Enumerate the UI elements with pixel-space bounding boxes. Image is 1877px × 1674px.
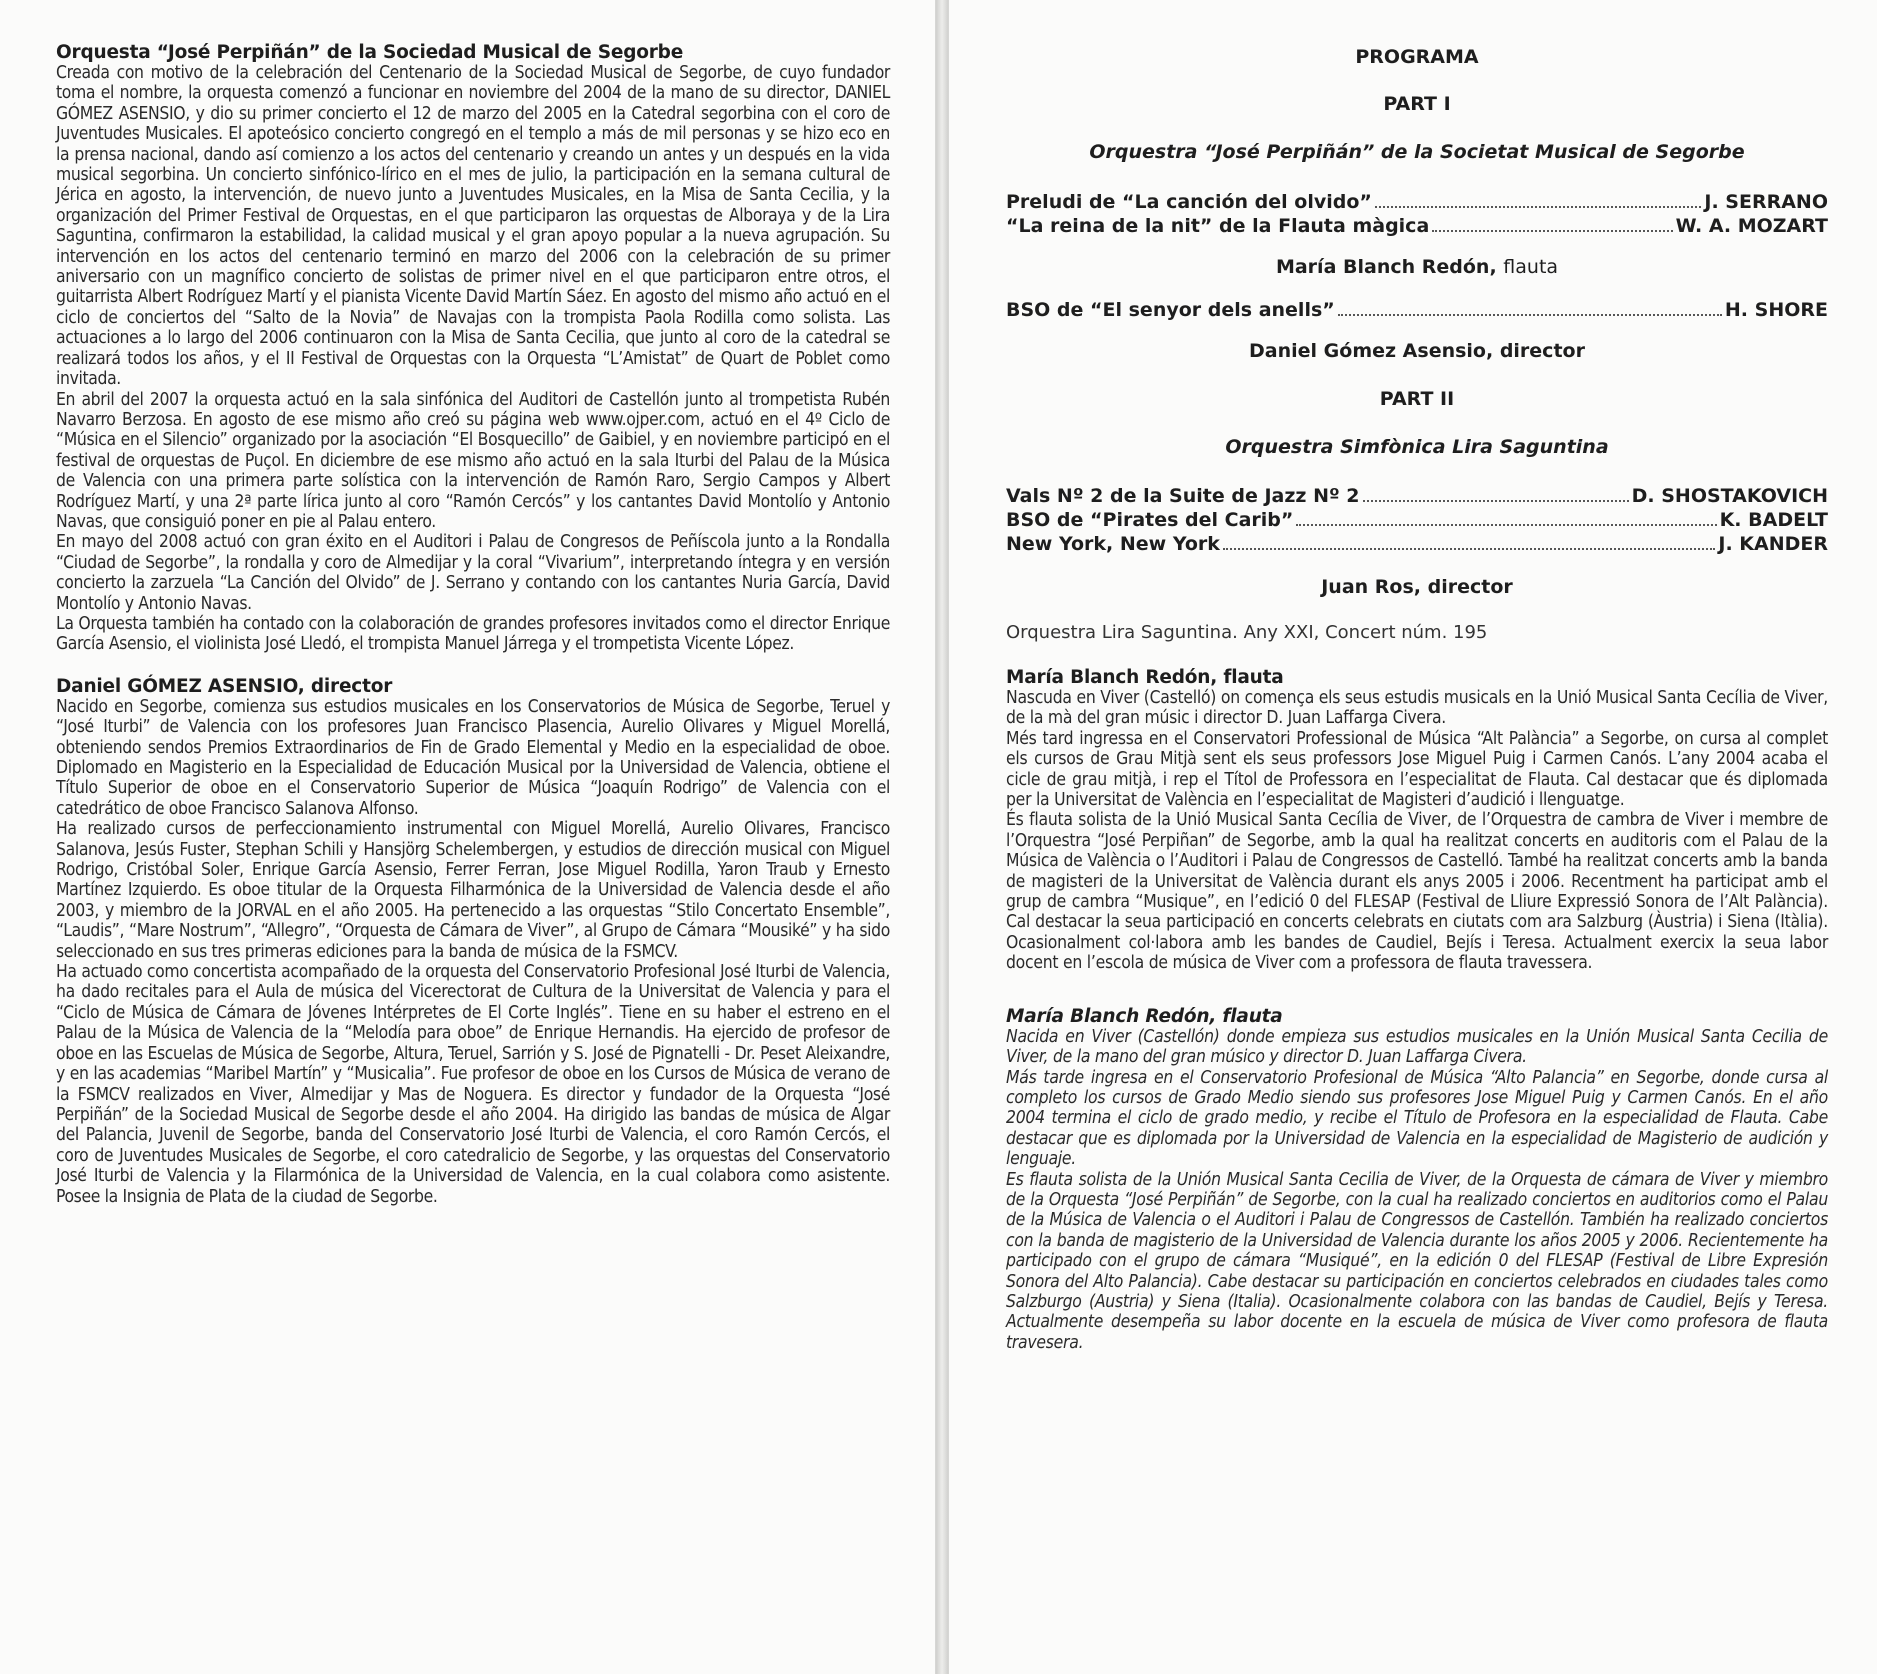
part1-works-b <box>1006 298 1828 322</box>
work-title: New York, New York <box>1006 533 1220 555</box>
bio-es-heading: María Blanch Redón, flauta <box>1006 1005 1283 1027</box>
leader-dots <box>1432 230 1672 232</box>
director-paragraph: Ha realizado cursos de perfeccionamiento instrumental con Miguel Morellá, Aurelio Olivares, Francisco Salanova, Jesús Fuster, Stephan Schili y Hansjörg Schelembergen, y estudios de dirección musical con Miguel Rodrigo, Cristóbal Soler, Enrique García Asensio, Ferrer Ferran, Jose Miguel Rodilla, Yaron Traub y Ernesto Martínez Izquierdo. Es oboe titular de la Orquesta Filharmónica de la Universidad de Valencia desde el año 2003, y miembro de la JORVAL en el año 2005. Ha pertenecido a las orquestas “Stilo Concertato Ensemble”, “Laudis”, “Mare Nostrum”, “Allegro”, “Orquesta de Cámara de Viver”, al Grupo de Cámara “Mousiké” y ha sido seleccionado en sus tres primeras ediciones para la banda de música de la FSMCV. <box>56 819 890 962</box>
part1-soloist <box>1006 256 1828 278</box>
bio-val-paragraph: Més tard ingressa en el Conservatori Professional de Música “Alt Palància” a Segorbe, on cursa al complet els cursos de Grau Mitjà sent els seus professors Jose Miguel Puig i Carmen Canós. L’any 2004 acaba el cicle de grau mitjà, i rep el Títol de Professora en l’especialitat de Flauta. Cal destacar que és diplomada per la Universitat de València en l’especialitat de Magisteri d’audició i llenguatge. <box>1006 728 1828 811</box>
bio-val-heading: María Blanch Redón, flauta <box>1006 667 1284 688</box>
work-title: BSO de “Pirates del Carib” <box>1006 509 1294 531</box>
work-composer: K. BADELT <box>1719 509 1828 531</box>
leader-dots <box>1375 206 1702 208</box>
program-item <box>1006 484 1828 508</box>
work-composer: J. KANDER <box>1718 533 1828 555</box>
bio-es-paragraph: Más tarde ingresa en el Conservatorio Profesional de Música “Alto Palancia” en Segorbe, donde cursa al completo los cursos de Grado Medio siendo sus profesores Jose Miguel Puig y Carmen Canós. En el año 2004 termina el ciclo de grado medio, y recibe el Título de Profesora en la especialidad de Flauta. Cabe destacar que es diplomada por la Universidad de Valencia en la especialidad de Magisterio de audición y lenguaje. <box>1006 1067 1828 1170</box>
program-item <box>1006 532 1828 556</box>
work-title: “La reina de la nit” de la Flauta màgica <box>1006 215 1430 237</box>
orchestra-paragraph: Creada con motivo de la celebración del Centenario de la Sociedad Musical de Segorbe, de cuyo fundador toma el nombre, la orquesta comenzó a funcionar en noviembre del 2004 de la mano de su director, DANIEL GÓMEZ ASENSIO, y dio su primer concierto el 12 de marzo del 2005 en la Catedral segorbina con el coro de Juventudes Musicales. El apoteósico concierto congregó en el templo a más de mil personas y se hizo eco en la prensa nacional, dando así comienzo a los actos del centenario y creando un antes y un después en la vida musical segorbina. Un concierto sinfónico-lírico en el mes de julio, la participación en la semana cultural de Jérica en agosto, la intervención, de nuevo junto a Juventudes Musicales, en la Misa de Santa Cecilia, y la organización del Primer Festival de Orquestas, en el que participaron las orquestas de Alboraya y de la Lira Saguntina, confirmaron la estabilidad, la calidad musical y el gran apoyo popular a la nueva agrupación. Su intervención en los actos del centenario terminó en marzo del 2006 con la celebración de su primer aniversario con un magnífico concierto de solistas de primer nivel en el que participaron entre otros, el guitarrista Albert Rodríguez Martí y el pianista Vicente David Martín Sáez. En agosto del mismo año actuó en el ciclo de conciertos del “Salto de la Novia” de Navajas con la trompista Paola Rodilla como solista. Las actuaciones a lo largo del 2006 continuaron con la Misa de Santa Cecilia, que junto al coro de la catedral se realizará todos los años, y el II Festival de Orquestas con la Orquesta “L’Amistat” de Quart de Poblet como invitada. <box>56 63 890 390</box>
orchestra-paragraph: En mayo del 2008 actuó con gran éxito en el Auditori i Palau de Congresos de Peñíscola junto a la Rondalla “Ciudad de Segorbe”, la rondalla y coro de Almedijar y la coral “Vivarium”, interpretando íntegra y en versión concierto la zarzuela “La Canción del Olvido” de J. Serrano y contando con los cantantes Nuria García, David Montolío y Antonio Navas. <box>56 532 890 614</box>
leader-dots <box>1363 500 1629 502</box>
director-paragraph: Nacido en Segorbe, comienza sus estudios musicales en los Conservatorios de Música de Segorbe, Teruel y “José Iturbi” de Valencia con los profesores Juan Francisco Plasencia, Aurelio Olivares y Miguel Morellá, obteniendo sendos Premios Extraordinarios de Fin de Grado Elemental y Medio en la especialidad de oboe. Diplomado en Magisterio en la Especialidad de Educación Musical por la Universidad de Valencia, obtiene el Título Superior de oboe en el Conservatorio Superior de Música “Joaquín Rodrigo” de Valencia con el catedrático de oboe Francisco Salanova Alfonso. <box>56 696 890 819</box>
director-heading: Daniel GÓMEZ ASENSIO, director <box>56 675 393 697</box>
part2-orchestra: Orquestra Simfònica Lira Saguntina <box>1225 436 1609 458</box>
orchestra-paragraph: La Orquesta también ha contado con la colaboración de grandes profesores invitados como el director Enrique García Asensio, el violinista José Lledó, el trompista Manuel Járrega y el trompetista Vicente López. <box>56 613 890 655</box>
bio-val-paragraph: Nascuda en Viver (Castelló) on comença els seus estudis musicals en la Unió Musical Santa Cecília de Viver, de la mà del gran músic i director D. Juan Laffarga Civera. <box>1006 688 1828 729</box>
right-column <box>1006 42 1828 1353</box>
work-title: Preludi de “La canción del olvido” <box>1006 191 1372 213</box>
work-title: Vals Nº 2 de la Suite de Jazz Nº 2 <box>1006 485 1360 507</box>
soloist-role: flauta <box>1503 256 1559 278</box>
part1-label: PART I <box>1383 93 1451 115</box>
right-page <box>948 0 1877 1674</box>
part1-orchestra: Orquestra “José Perpiñán” de la Societat Musical de Segorbe <box>1089 141 1745 163</box>
bio-es-paragraph: Es flauta solista de la Unión Musical Santa Cecilia de Viver, de la Orquesta de cámara de Viver y miembro de la Orquesta “José Perpiñán” de Segorbe, con la cual ha realizado conciertos en auditorios como el Palau de la Música de Valencia o el Auditori i Palau de Congressos de Castellón. También ha realizado conciertos con la banda de magisterio de la Universidad de Valencia durante los años 2005 y 2006. Recientemente ha participado con el grupo de cámara “Musiqué”, en la edición 0 del FLESAP (Festival de Libre Expresión Sonora del Alto Palancia). Cabe destacar su participación en conciertos celebrados en ciudades tales como Salzburgo (Austria) y Siena (Italia). Ocasionalmente colabora con las bandas de Caudiel, Bejís y Teresa. Actualmente desempeña su labor docente en la escuela de música de Viver como profesora de flauta travesera. <box>1006 1169 1828 1353</box>
soloist-name: María Blanch Redón, <box>1275 256 1497 278</box>
orchestra-heading: Orquesta “José Perpiñán” de la Sociedad Musical de Segorbe <box>56 42 684 63</box>
page-fold <box>936 0 948 1674</box>
program-item <box>1006 508 1828 532</box>
work-composer: H. SHORE <box>1724 299 1828 321</box>
orchestra-paragraph: En abril del 2007 la orquesta actuó en la sala sinfónica del Auditori de Castellón junto al trompetista Rubén Navarro Berzosa. En agosto de ese mismo año creó su página web www.ojper.com, actuó en el 4º Ciclo de “Música en el Silencio” organizado por la asociación “El Bosquecillo” de Gaibiel, y en noviembre participó en el festival de orquestas de Puçol. En diciembre de ese mismo año actuó en la sala Iturbi del Palau de la Música de Valencia con una primera parte solística con la intervención de Ramón Raro, Sergio Campos y Albert Rodríguez Martí, y una 2ª parte lírica junto al coro “Ramón Cercós” y los cantantes David Montolío y Antonio Navas, que consiguió poner en pie al Palau entero. <box>56 389 890 532</box>
work-composer: W. A. MOZART <box>1675 215 1828 237</box>
work-title: BSO de “El senyor dels anells” <box>1006 299 1335 321</box>
part2-director: Juan Ros, director <box>1321 576 1513 598</box>
program-item <box>1006 298 1828 322</box>
part1-director: Daniel Gómez Asensio, director <box>1249 340 1585 362</box>
leader-dots <box>1296 524 1716 526</box>
program-item <box>1006 190 1828 214</box>
director-paragraph: Ha actuado como concertista acompañado de la orquesta del Conservatorio Profesional José Iturbi de Valencia, ha dado recitales para el Aula de música del Vicerectorat de Cultura de la Universitat de Valencia y para el “Ciclo de Música de Cámara de Jóvenes Intérpretes de El Corte Inglés”. Tiene en su haber el estreno en el Palau de la Música de Valencia de la “Melodía para oboe” de Enrique Hernandis. Ha ejercido de profesor de oboe en las Escuelas de Música de Segorbe, Altura, Teruel, Sarrión y S. José de Pignatelli - Dr. Peset Aleixandre, y en las academias “Maribel Martín” y “Musicalia”. Fue profesor de oboe en los Cursos de Música de verano de la FSMCV realizados en Viver, Almedijar y Mas de Noguera. Es director y fundador de la Orquesta “José Perpiñán” de la Sociedad Musical de Segorbe desde el año 2004. Ha dirigido las bandas de música de Algar del Palancia, Juvenil de Segorbe, banda del Conservatorio José Iturbi de Valencia, el coro Ramón Cercós, el coro de Juventudes Musicales de Segorbe, el coro catedralicio de Segorbe, y las orquestas del Conservatorio José Iturbi de Valencia y la Filarmónica de la Universidad de Valencia, en la cual colabora como asistente. Posee la Insignia de Plata de la ciudad de Segorbe. <box>56 962 890 1207</box>
part2-works <box>1006 484 1828 556</box>
part1-works-a <box>1006 190 1828 238</box>
programa-title: PROGRAMA <box>1355 46 1479 68</box>
left-column <box>56 42 890 1207</box>
leader-dots <box>1223 548 1715 550</box>
work-composer: J. SERRANO <box>1704 191 1828 213</box>
leader-dots <box>1338 314 1722 316</box>
part2-label: PART II <box>1379 388 1455 410</box>
bio-val-paragraph: És flauta solista de la Unió Musical Santa Cecília de Viver, de l’Orquestra de cambra de Viver i membre de l’Orquestra “José Perpiñan” de Segorbe, amb la qual ha realitzat concerts en auditoris com el Palau de la Música de València o l’Auditori i Palau de Congressos de Castelló. També ha realitzat concerts amb la banda de magisteri de la Universitat de València durant els anys 2005 i 2006. Recentment ha participat amb el grup de cambra “Musique”, en l’edició 0 del FLESAP (Festival de Lliure Expressió Sonora de l’Alt Palància). Cal destacar la seua participació en concerts celebrats en ciutats com ara Salzburg (Àustria) i Siena (Itàlia). Ocasionalment col·labora amb les bandes de Caudiel, Bejís i Teresa. Actualment exercix la seua labor docent en l’escola de música de Viver com a professora de flauta travessera. <box>1006 810 1828 974</box>
left-page <box>0 0 936 1674</box>
bio-es-paragraph: Nacida en Viver (Castellón) donde empieza sus estudios musicales en la Unión Musical Santa Cecilia de Viver, de la mano del gran músico y director D. Juan Laffarga Civera. <box>1006 1026 1828 1068</box>
concert-line: Orquestra Lira Saguntina. Any XXI, Concert núm. 195 <box>1006 622 1488 643</box>
work-composer: D. SHOSTAKOVICH <box>1631 485 1828 507</box>
program-item <box>1006 214 1828 238</box>
